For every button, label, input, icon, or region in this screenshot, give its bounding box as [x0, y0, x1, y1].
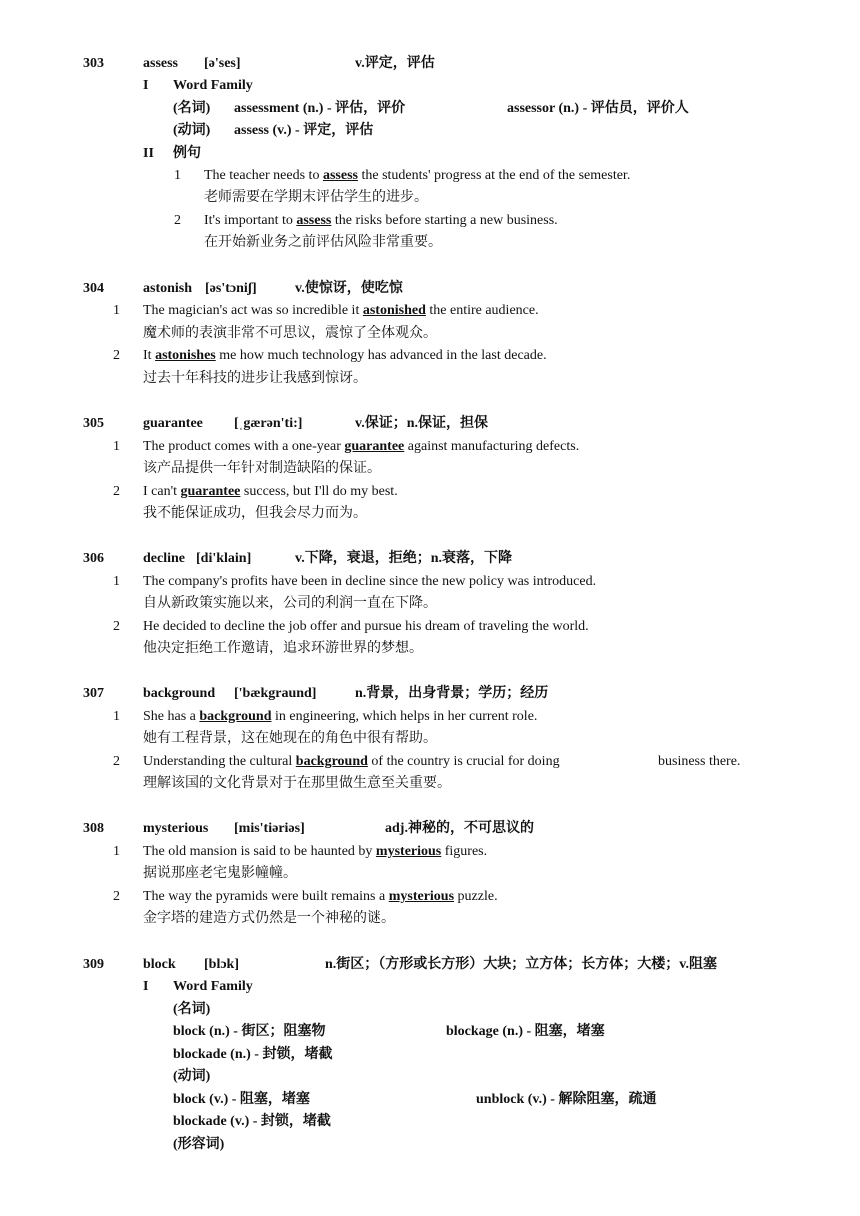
- example-translation: 金字塔的建造方式仍然是一个神秘的谜。: [143, 911, 395, 926]
- example-sentence: She has a background in engineering, which helps in her current role.: [143, 709, 538, 724]
- headword: mysterious: [143, 821, 209, 836]
- keyword: assess: [296, 213, 332, 228]
- example-number: 2: [113, 348, 120, 363]
- phonetic: [di'klain]: [196, 551, 252, 566]
- examples-heading: 例句: [173, 146, 201, 161]
- family-word: block (n.) - 街区；阻塞物: [173, 1024, 326, 1039]
- example-number: 2: [174, 213, 181, 228]
- definition: v.下降，衰退，拒绝；n.衰落，下降: [295, 551, 513, 566]
- section-numeral: I: [143, 979, 149, 994]
- example-number: 2: [113, 754, 120, 769]
- keyword: guarantee: [180, 484, 241, 499]
- example-sentence: The old mansion is said to be haunted by mysterious figures.: [143, 844, 488, 859]
- family-word: block (v.) - 阻塞，堵塞: [173, 1092, 310, 1107]
- example-sentence: The teacher needs to assess the students' progress at the end of the semester.: [204, 168, 631, 183]
- example-number: 1: [113, 439, 120, 454]
- entry-number: 303: [83, 56, 104, 71]
- pos-tag-noun: (名词): [173, 1002, 211, 1017]
- family-word: blockade (v.) - 封锁，堵截: [173, 1114, 331, 1129]
- example-translation: 该产品提供一年针对制造缺陷的保证。: [143, 461, 381, 476]
- keyword: astonished: [362, 303, 426, 318]
- headword: assess: [143, 56, 179, 71]
- keyword: mysterious: [375, 844, 442, 859]
- entry-number: 309: [83, 957, 104, 972]
- example-sentence: I can't guarantee success, but I'll do my best.: [143, 484, 398, 499]
- definition: adj.神秘的，不可思议的: [385, 821, 534, 836]
- word-family-heading: Word Family: [173, 979, 253, 994]
- keyword: astonishes: [155, 348, 216, 363]
- entry-number: 308: [83, 821, 104, 836]
- example-sentence: He decided to decline the job offer and pursue his dream of traveling the world.: [143, 619, 589, 634]
- example-sentence: Understanding the cultural background of the country is crucial for doing: [143, 754, 560, 769]
- example-number: 2: [113, 484, 120, 499]
- example-sentence: The magician's act was so incredible it astonished the entire audience.: [143, 303, 539, 318]
- phonetic: [mis'tiəriəs]: [234, 821, 305, 836]
- example-translation: 自从新政策实施以来，公司的利润一直在下降。: [143, 596, 437, 611]
- example-number: 2: [113, 619, 120, 634]
- example-translation: 据说那座老宅鬼影幢幢。: [143, 866, 297, 881]
- family-word: assessor (n.) - 评估员，评价人: [507, 101, 689, 116]
- headword: background: [143, 686, 216, 701]
- section-numeral: II: [143, 146, 154, 161]
- example-translation: 我不能保证成功，但我会尽力而为。: [143, 506, 367, 521]
- example-number: 2: [113, 889, 120, 904]
- example-sentence: The company's profits have been in decline since the new policy was introduced.: [143, 574, 597, 589]
- headword: block: [143, 957, 176, 972]
- example-sentence: It astonishes me how much technology has advanced in the last decade.: [143, 348, 547, 363]
- family-word: blockade (n.) - 封锁，堵截: [173, 1047, 333, 1062]
- phonetic: [ə'ses]: [204, 56, 241, 71]
- headword: astonish: [143, 281, 193, 296]
- example-translation: 在开始新业务之前评估风险非常重要。: [204, 235, 442, 250]
- example-number: 1: [113, 303, 120, 318]
- family-word: assessment (n.) - 评估，评价: [234, 101, 406, 116]
- example-number: 1: [113, 574, 120, 589]
- headword: guarantee: [143, 416, 203, 431]
- family-word: unblock (v.) - 解除阻塞，疏通: [476, 1092, 657, 1107]
- example-number: 1: [174, 168, 181, 183]
- entry-number: 306: [83, 551, 104, 566]
- keyword: assess: [322, 168, 358, 183]
- pos-tag-verb: (动词): [173, 1069, 211, 1084]
- example-number: 1: [113, 709, 120, 724]
- family-word: assess (v.) - 评定，评估: [234, 123, 374, 138]
- pos-tag-adjective: (形容词): [173, 1137, 225, 1152]
- example-sentence: The way the pyramids were built remains a mysterious puzzle.: [143, 889, 498, 904]
- definition: v.评定，评估: [355, 56, 435, 71]
- example-translation: 她有工程背景，这在她现在的角色中很有帮助。: [143, 731, 437, 746]
- example-translation: 他决定拒绝工作邀请，追求环游世界的梦想。: [143, 641, 423, 656]
- definition: v.保证；n.保证，担保: [355, 416, 489, 431]
- pos-tag-noun: (名词): [173, 101, 211, 116]
- example-translation: 理解该国的文化背景对于在那里做生意至关重要。: [143, 776, 451, 791]
- definition: n.背景，出身背景；学历；经历: [355, 686, 549, 701]
- headword: decline: [143, 551, 185, 566]
- pos-tag-verb: (动词): [173, 123, 211, 138]
- example-number: 1: [113, 844, 120, 859]
- entry-number: 307: [83, 686, 104, 701]
- example-translation: 过去十年科技的进步让我感到惊讶。: [143, 371, 367, 386]
- example-translation: 老师需要在学期末评估学生的进步。: [204, 190, 428, 205]
- example-sentence: The product comes with a one-year guarantee against manufacturing defects.: [143, 439, 580, 454]
- definition: n.街区；（方形或长方形）大块；立方体；长方体；大楼；v.阻塞: [325, 957, 718, 972]
- section-numeral: I: [143, 78, 149, 93]
- example-translation: 魔术师的表演非常不可思议，震惊了全体观众。: [143, 326, 437, 341]
- phonetic: [blɔk]: [204, 957, 239, 972]
- entry-number: 304: [83, 281, 104, 296]
- example-sentence-tail: business there.: [658, 754, 741, 769]
- entry-number: 305: [83, 416, 104, 431]
- example-sentence: It's important to assess the risks before starting a new business.: [204, 213, 558, 228]
- family-word: blockage (n.) - 阻塞，堵塞: [446, 1024, 605, 1039]
- keyword: background: [199, 709, 272, 724]
- word-family-heading: Word Family: [173, 78, 253, 93]
- keyword: background: [295, 754, 368, 769]
- keyword: guarantee: [344, 439, 405, 454]
- phonetic: [ˌgærən'ti:]: [234, 416, 303, 431]
- phonetic: [əs'tɔniʃ]: [205, 281, 257, 296]
- keyword: mysterious: [388, 889, 455, 904]
- definition: v.使惊讶，使吃惊: [295, 281, 403, 296]
- phonetic: ['bækgraund]: [234, 686, 317, 701]
